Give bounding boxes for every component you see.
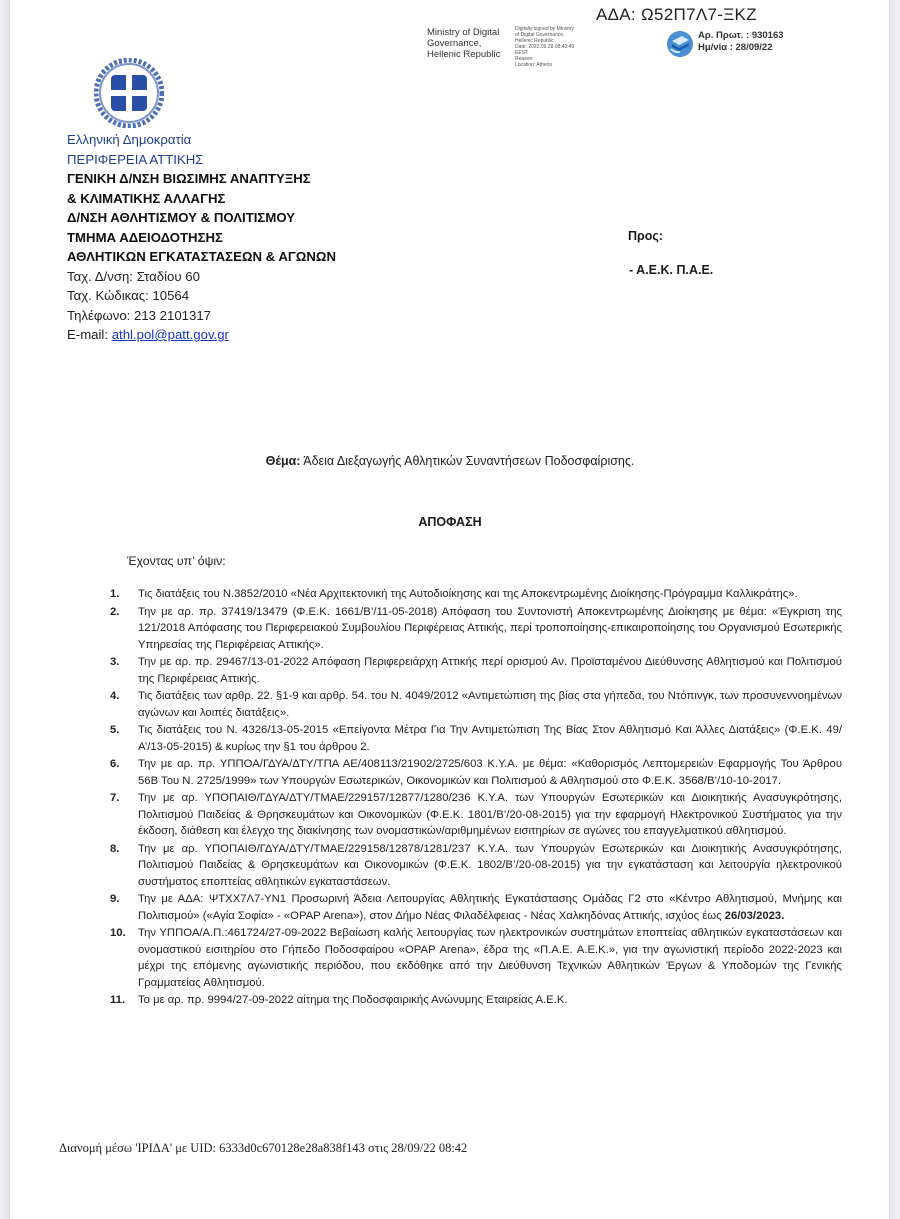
list-item: [110, 654, 842, 687]
signer-line: Hellenic Republic: [427, 49, 501, 60]
subject-label: Θέμα:: [265, 454, 301, 468]
list-item: [110, 841, 842, 891]
sender-email-line: [67, 325, 336, 345]
signature-line: Digitally signed by Ministry: [515, 26, 574, 32]
sender-department: Δ/ΝΣΗ ΑΘΛΗΤΙΣΜΟΥ & ΠΟΛΙΤΙΣΜΟΥ: [67, 210, 296, 225]
subject-text: Άδεια Διεξαγωγής Αθλητικών Συναντήσεων Ποδοσφαίρισης.: [300, 454, 635, 468]
list-item: [110, 722, 842, 755]
item-text: Την ΥΠΠΟΑ/Α.Π.:461724/27-09-2022 Βεβαίωση καλής λειτουργίας των ηλεκτρονικών συστημάτων εποπτείας αθλητικών εγκαταστάσεων και ονομαστικού εισιτηρίου στο Γήπεδο Ποδοσφαίρου «OPAP Arena», έδρα της «Π.Α.Ε. Α.Ε.Κ.», για την αγωνιστική περίοδο 2022-2023 και μέχρι της επόμενης αγωνιστικής περιόδου, που εκδόθηκε από την Διεύθυνση Τεχνικών Αθλητικών Έργων & Υποδομών της Γενικής Γραμματείας Αθλητισμού.: [138, 927, 842, 989]
protocol-number: Αρ. Πρωτ. : 930163: [698, 30, 784, 41]
item-text: Τις διατάξεις του Ν. 4326/13-05-2015 «Επείγοντα Μέτρα Για Την Αντιμετώπιση Της Βίας Στον Αθλητισμό Και Άλλες Διατάξεις» (Φ.Ε.Κ. 49/Α’/13-05-2015) & κυρίως την §1 του άρθρου 2.: [138, 724, 842, 753]
list-item: [110, 756, 842, 789]
sender-country: Ελληνική Δημοκρατία: [67, 132, 192, 147]
ada-number: ΑΔΑ: Ω52Π7Λ7-ΞΚΖ: [596, 5, 757, 24]
list-item: [110, 891, 842, 924]
signature-line: Location: Athens: [515, 62, 552, 68]
sender-department: ΓΕΝΙΚΗ Δ/ΝΣΗ ΒΙΩΣΙΜΗΣ ΑΝΑΠΤΥΞΗΣ: [67, 171, 311, 186]
item-text: Το με αρ. πρ. 9994/27-09-2022 αίτημα της Ποδοσφαιρικής Ανώνυμης Εταιρείας Α.Ε.Κ.: [138, 994, 568, 1006]
distribution-footer: Διανομή μέσω 'ΙΡΙΔΑ' με UID: 6333d0c670128e28a838f143 στις 28/09/22 08:42: [59, 1141, 468, 1155]
signature-line: EEST: [515, 50, 529, 56]
list-item: [110, 992, 842, 1009]
sender-phone: Τηλέφωνο: 213 2101317: [67, 307, 212, 323]
item-text: Την με αρ. ΥΠΟΠΑΙΘ/ΓΔΥΑ/ΔΤΥ/ΤΜΑΕ/229157/12877/1280/236 Κ.Υ.Α. των Υπουργών Εσωτερικών και Διοικητικής Ανασυγκρότησης, Πολιτισμού Παιδείας & Θρησκευμάτων και Οικονομικών (Φ.Ε.Κ. 1801/Β’/20-08-2015) για την εφαρμογή Ηλεκτρονικού Συστήματος για την έκδοση, διάθεση και έλεγχο της διακίνησης των ονομαστικών/αριθμημένων εισιτηρίων σε αγώνες του επαγγελματικού αθλητισμού.: [138, 792, 842, 837]
signature-line: of Digital Governance,: [515, 32, 565, 38]
item-text: Την με αρ. πρ. 37419/13479 (Φ.Ε.Κ. 1661/Β’/11-05-2018) Απόφαση του Συντονιστή Αποκεντρωμένης Διοίκησης με θέμα: «Έγκριση της 121/2018 Απόφασης του Περιφερειακού Συμβουλίου Περιφέρειας Αττικής, περί τροποποίησης-επικαιροποίησης του Οργανισμού Εσωτερικής Υπηρεσίας της Περιφέρειας Αττικής».: [138, 605, 842, 651]
item-text: Την με αρ. ΥΠΟΠΑΙΘ/ΓΔΥΑ/ΔΤΥ/ΤΜΑΕ/229158/12878/1281/237 Κ.Υ.Α. των Υπουργών Εσωτερικών και Διοικητικής Ανασυγκρότησης, Πολιτισμού Παιδείας & Θρησκευμάτων και Οικονομικών (Φ.Ε.Κ. 1802/Β’/20-08-2015) για την εγκατάσταση και λειτουργία ηλεκτρονικού συστήματος εποπτείας αθλητικών εγκαταστάσεων.: [138, 842, 842, 888]
signature-line: Reason:: [515, 56, 534, 62]
sender-block: [67, 130, 336, 345]
sender-department: ΤΜΗΜΑ ΑΔΕΙΟΔΟΤΗΣΗΣ: [67, 229, 223, 245]
item-number: 9.: [110, 893, 120, 905]
protocol-info: [698, 30, 784, 54]
signer-line: Governance,: [427, 38, 482, 49]
sender-department: ΑΘΛΗΤΙΚΩΝ ΕΓΚΑΤΑΣΤΑΣΕΩΝ & ΑΓΩΝΩΝ: [67, 249, 336, 264]
recipient-label: Προς:: [628, 229, 664, 243]
protocol-date: Ημ/νία : 28/09/22: [698, 42, 773, 53]
list-item: [110, 586, 842, 603]
item-text: [138, 891, 842, 924]
signature-line: Date: 2022.09.28 08:43:49: [515, 44, 575, 50]
item-number: 6.: [110, 758, 120, 770]
sender-region: ΠΕΡΙΦΕΡΕΙΑ ΑΤΤΙΚΗΣ: [67, 151, 204, 167]
signer-name: [427, 27, 500, 60]
list-item: [110, 604, 842, 654]
item-number: 11.: [110, 994, 126, 1006]
sender-postal-code: Ταχ. Κώδικας: 10564: [67, 288, 190, 303]
email-label: E-mail:: [67, 327, 112, 342]
item-text-main: Την με ΑΔΑ: ΨΤΧΧ7Λ7-ΥΝ1 Προσωρινή Άδεια Λειτουργίας Αθλητικής Εγκατάστασης Ομάδας Γ2 στο «Κέντρο Αθλητισμού, Μνήμης και Πολιτισμού» («Αγία Σοφία» - «OPAP Arena»), στον Δήμο Νέας Φιλαδέλφειας - Νέας Χαλκηδόνας Αττικής, ισχύος έως: [138, 893, 842, 922]
signature-details: [515, 26, 577, 68]
hellenic-republic-emblem-icon: [94, 58, 164, 128]
item-number: 8.: [110, 842, 120, 855]
page-edge-left: [0, 0, 10, 1219]
item-text: Τις διατάξεις του Ν.3852/2010 «Νέα Αρχιτεκτονική της Αυτοδιοίκησης και της Αποκεντρωμένης Διοίκησης-Πρόγραμμα Καλλικράτης».: [138, 588, 798, 600]
signature-line: Hellenic Republic: [515, 38, 554, 44]
item-number: 10.: [110, 927, 126, 939]
item-number: 5.: [110, 724, 120, 736]
item-number: 2.: [110, 605, 120, 618]
email-link[interactable]: athl.pol@patt.gov.gr: [111, 327, 229, 342]
item-text: Την με αρ. πρ. ΥΠΠΟΑ/ΓΔΥΑ/ΔΤΥ/ΤΠΑ ΑΕ/408113/21902/2725/603 Κ.Υ.Α. με θέμα: «Καθορισμός Λεπτομερειών Εφαρμογής Του Άρθρου 56Β Του Ν. 2725/1999» των Υπουργών Εσωτερικών, Οικονομικών και Πολιτισμού & Αθλητισμού στο Φ.Ε.Κ. 3568/Β’/10-10-2017.: [138, 758, 842, 787]
item-number: 3.: [110, 656, 120, 668]
item-number: 7.: [110, 792, 120, 804]
list-item: [110, 790, 842, 840]
signer-line: Ministry of Digital: [427, 27, 500, 38]
recipient-value: - Α.Ε.Κ. Π.Α.Ε.: [629, 263, 714, 277]
list-item: [110, 925, 842, 991]
sender-department: & ΚΛΙΜΑΤΙΚΗΣ ΑΛΛΑΓΗΣ: [67, 190, 226, 206]
subject-line: [0, 454, 900, 468]
considerations-list: [110, 586, 842, 1010]
validity-date: 26/03/2023.: [724, 909, 785, 922]
sender-address: Ταχ. Δ/νση: Σταδίου 60: [67, 268, 200, 284]
item-number: 4.: [110, 690, 120, 702]
item-text: Τις διατάξεις των αρθρ. 22. §1-9 και αρθρ. 54. του Ν. 4049/2012 «Αντιμετώπιση της βίας στα γήπεδα, του Ντόπινγκ, των προσυνεννοημένων αγώνων και λοιπές διατάξεις».: [138, 690, 842, 719]
having-regard-heading: Έχοντας υπ’ όψιν:: [127, 554, 226, 568]
diavgeia-logo-icon: [666, 30, 694, 58]
item-number: 1.: [110, 588, 120, 600]
list-item: [110, 688, 842, 721]
item-text: Την με αρ. πρ. 29467/13-01-2022 Απόφαση Περιφερειάρχη Αττικής περί ορισμού Αν. Προϊσταμένου Διεύθυνσης Αθλητισμού και Πολιτισμού της Περιφέρειας Αττικής.: [138, 656, 842, 685]
decision-title: ΑΠΟΦΑΣΗ: [418, 515, 482, 529]
scrollbar[interactable]: [889, 0, 900, 1219]
